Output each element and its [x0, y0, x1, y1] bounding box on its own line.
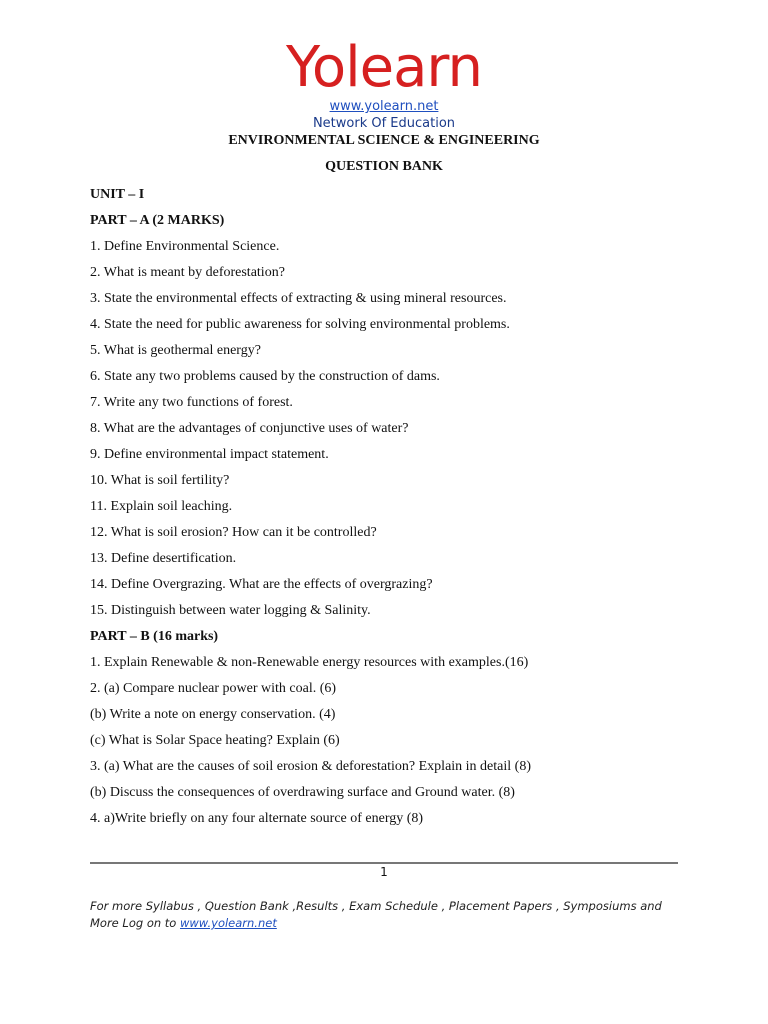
page-number: 1 [380, 865, 388, 879]
part-a-question: 1. Define Environmental Science. [90, 239, 280, 254]
part-a-question: 15. Distinguish between water logging & Salinity. [90, 603, 371, 618]
part-a-question: 8. What are the advantages of conjunctive uses of water? [90, 421, 409, 436]
part-b-question: (c) What is Solar Space heating? Explain (6) [90, 733, 340, 748]
part-b-question: 2. (a) Compare nuclear power with coal. (6) [90, 681, 337, 696]
unit-heading: UNIT – I [90, 187, 145, 202]
yolearn-logo: Yolearn [286, 35, 482, 100]
site-url-link[interactable]: www.yolearn.net [329, 99, 439, 114]
document-title: ENVIRONMENTAL SCIENCE & ENGINEERING [228, 133, 540, 148]
part-a-question: 10. What is soil fertility? [90, 473, 230, 488]
part-a-question: 4. State the need for public awareness for solving environmental problems. [90, 317, 510, 332]
question-content [90, 182, 710, 832]
part-a-question: 6. State any two problems caused by the construction of dams. [90, 369, 440, 384]
part-a-question: 11. Explain soil leaching. [90, 499, 233, 514]
part-b-heading: PART – B (16 marks) [90, 629, 219, 644]
part-b-question: (b) Write a note on energy conservation. (4) [90, 707, 336, 722]
part-a-question: 5. What is geothermal energy? [90, 343, 261, 358]
footer-link[interactable]: www.yolearn.net [180, 916, 277, 930]
tagline: Network Of Education [312, 116, 456, 131]
footer-divider [90, 862, 678, 864]
part-a-question: 3. State the environmental effects of extracting & using mineral resources. [90, 291, 507, 306]
part-a-heading: PART – A (2 MARKS) [90, 213, 225, 228]
document-subtitle: QUESTION BANK [325, 159, 443, 174]
part-a-question: 14. Define Overgrazing. What are the effects of overgrazing? [90, 577, 433, 592]
part-b-question: (b) Discuss the consequences of overdrawing surface and Ground water. (8) [90, 785, 515, 800]
footer-note [90, 898, 690, 932]
part-a-question: 9. Define environmental impact statement. [90, 447, 329, 462]
part-b-question: 3. (a) What are the causes of soil erosion & deforestation? Explain in detail (8) [90, 759, 531, 774]
part-a-question: 12. What is soil erosion? How can it be controlled? [90, 525, 377, 540]
part-a-question: 13. Define desertification. [90, 551, 237, 566]
part-a-question: 7. Write any two functions of forest. [90, 395, 293, 410]
footer-text: For more Syllabus , Question Bank ,Results , Exam Schedule , Placement Papers , Symposiums and More Log on to [90, 899, 662, 930]
part-a-question: 2. What is meant by deforestation? [90, 265, 285, 280]
part-b-question: 1. Explain Renewable & non-Renewable energy resources with examples.(16) [90, 655, 529, 670]
part-b-question: 4. a)Write briefly on any four alternate source of energy (8) [90, 811, 424, 826]
